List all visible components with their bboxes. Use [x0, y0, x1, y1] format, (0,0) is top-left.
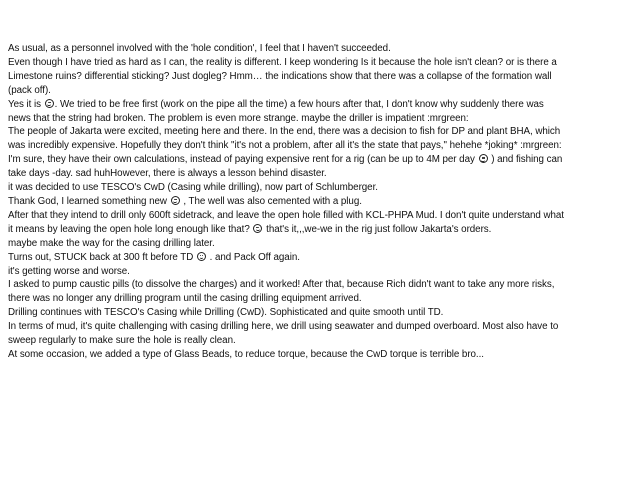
text-line-3	[8, 70, 630, 84]
text-segment: As usual, as a personnel involved with the 'hole condition', I feel that I haven't succeeded.	[8, 43, 391, 54]
text-line-15	[8, 237, 630, 251]
text-segment: Yes it is	[8, 98, 41, 110]
text-segment: In terms of mud, it's quite challenging with casing drilling here, we drill using seawater and dumped overboard. Most also have to	[8, 321, 559, 333]
text-line-1	[8, 42, 630, 56]
text-segment: After that they intend to drill only 600ft sidetrack, and leave the open hole filled with KCL-PHPA Mud. I don't quite understand what	[8, 209, 564, 221]
text-segment: take days -day. sad huhHowever, there is always a lesson behind disaster.	[8, 168, 327, 180]
text-segment: ) and fishing can	[491, 154, 563, 166]
text-segment: was incredibly expensive. Hopefully they don't think "it's not a problem, after all it's the state that pays," hehehe *joking* :mrgreen:	[8, 140, 562, 152]
text-segment: , The well was also cemented with a plug.	[183, 195, 362, 207]
text-line-13	[8, 209, 630, 223]
text-line-6	[8, 112, 630, 126]
smiley-icon	[171, 196, 180, 205]
text-line-21	[8, 320, 630, 334]
text-segment: I asked to pump caustic pills (to dissolve the charges) and it worked! After that, because Rich didn't want to take any more risks,	[8, 279, 555, 291]
text-segment: The people of Jakarta were excited, meeting here and there. In the end, there was a decision to fish for DP and plant BHA, which	[8, 126, 561, 138]
text-line-7	[8, 125, 630, 139]
text-line-2	[8, 56, 630, 70]
text-segment: Even though I have tried as hard as I can, the reality is different. I keep wondering Is it because the hole isn't clean? or is there a	[8, 56, 557, 68]
text-line-11	[8, 181, 630, 195]
text-line-9	[8, 153, 630, 167]
text-line-4	[8, 84, 630, 98]
text-segment: I'm sure, they have their own calculations, instead of paying expensive rent for a rig (can be up to 4M per day	[8, 154, 475, 166]
text-segment: (pack off).	[8, 84, 51, 96]
smiley-icon	[253, 224, 262, 233]
text-segment: Thank God, I learned something new	[8, 195, 167, 207]
text-segment: . We tried to be free first (work on the pipe all the time) a few hours after that, I don't know why suddenly there was	[54, 98, 544, 110]
text-segment: sweep regularly to make sure the hole is really clean.	[8, 335, 236, 347]
text-line-8	[8, 139, 630, 153]
text-line-19	[8, 292, 630, 306]
text-segment: it was decided to use TESCO's CwD (Casing while drilling), now part of Schlumberger.	[8, 182, 378, 194]
text-segment: Turns out, STUCK back at 300 ft before TD	[8, 251, 194, 263]
smiley-icon	[479, 154, 488, 163]
text-line-5	[8, 98, 630, 112]
text-segment: that's it,,,we-we in the rig just follow Jakarta's orders.	[266, 223, 492, 235]
text-segment: At some occasion, we added a type of Glass Beads, to reduce torque, because the CwD torque is terrible bro...	[8, 348, 484, 360]
text-line-14	[8, 223, 630, 237]
text-line-18	[8, 278, 630, 292]
text-segment: it's getting worse and worse.	[8, 265, 130, 277]
text-line-20	[8, 306, 630, 320]
text-segment: maybe make the way for the casing drilling later.	[8, 237, 215, 249]
text-segment: there was no longer any drilling program until the casing drilling equipment arrived.	[8, 293, 362, 305]
text-line-17	[8, 265, 630, 279]
text-line-23	[8, 348, 630, 362]
text-segment: . and Pack Off again.	[209, 251, 300, 263]
smiley-icon	[197, 252, 206, 261]
text-segment: Limestone ruins? differential sticking? Just dogleg? Hmm… the indications show that there was a collapse of the formation wall	[8, 70, 552, 82]
text-segment: Drilling continues with TESCO's Casing while Drilling (CwD). Sophisticated and quite smooth until TD.	[8, 307, 444, 319]
text-line-22	[8, 334, 630, 348]
text-segment: it means by leaving the open hole long enough like that?	[8, 223, 250, 235]
smiley-icon	[45, 99, 54, 108]
text-segment: news that the string had broken. The problem is even more strange. maybe the driller is impatient :mrgreen:	[8, 112, 469, 124]
document-body	[8, 42, 630, 362]
text-line-16	[8, 251, 630, 265]
text-line-12	[8, 195, 630, 209]
text-line-10	[8, 167, 630, 181]
